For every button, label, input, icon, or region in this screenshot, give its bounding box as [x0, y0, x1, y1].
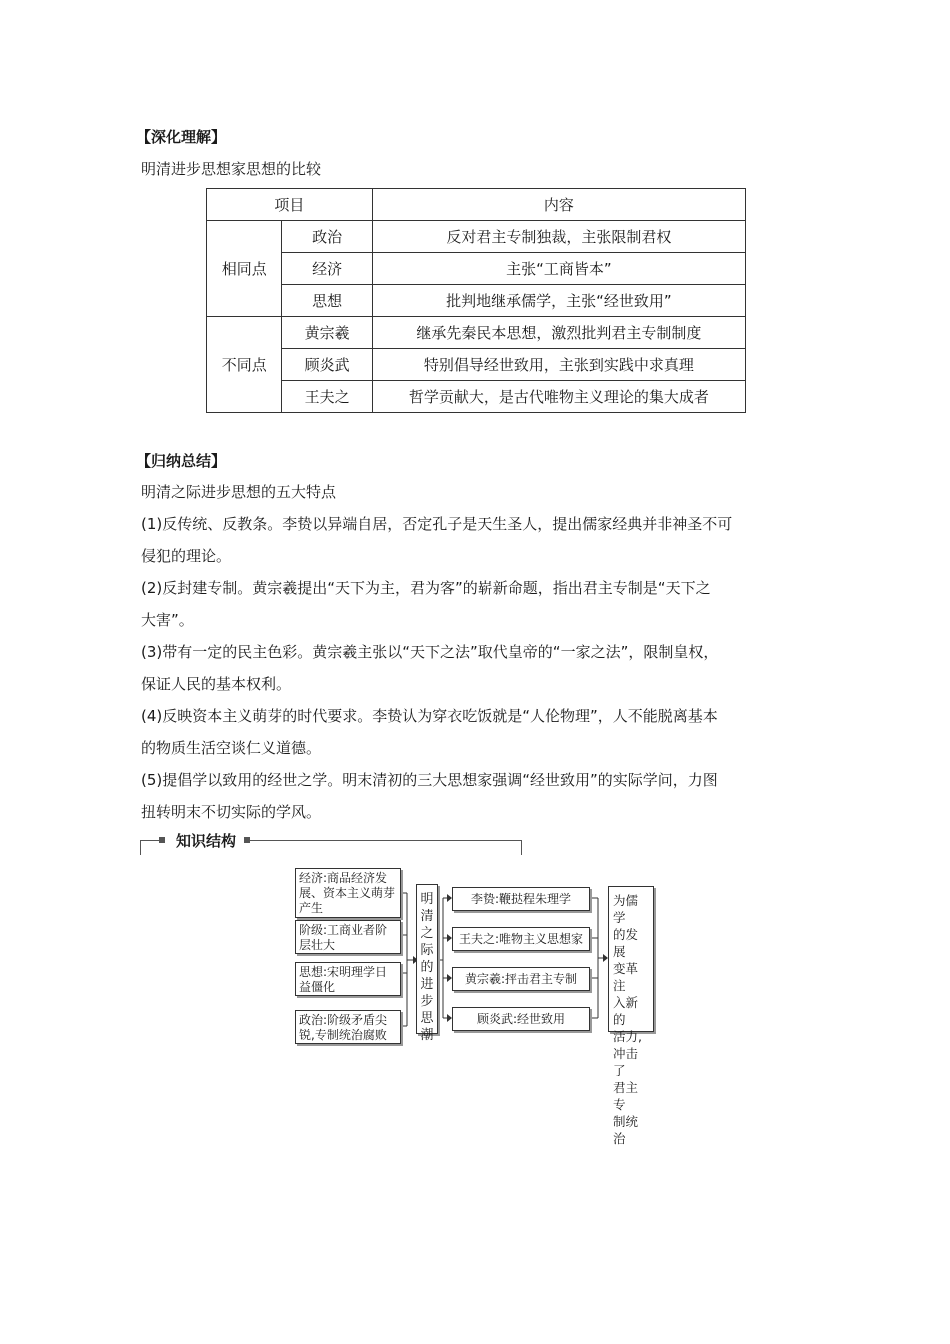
thinker-box-huang-zongxi: 黄宗羲:抨击君主专制	[452, 967, 590, 991]
row-content: 主张“工商皆本”	[372, 253, 745, 285]
center-char: 的	[420, 960, 434, 975]
center-char: 潮	[420, 1028, 434, 1043]
center-char: 明	[420, 892, 434, 907]
summary-line: 扭转明末不切实际的学风。	[141, 803, 322, 821]
center-char: 清	[420, 909, 434, 924]
header-item: 项目	[207, 189, 373, 221]
center-char: 之	[420, 926, 434, 941]
box-line: 展、资本主义萌芽	[299, 886, 396, 900]
box-line: 锐,专制统治腐败	[299, 1028, 387, 1042]
condition-thought-box	[295, 962, 401, 996]
comparison-subtitle: 明清进步思想家思想的比较	[141, 160, 322, 178]
row-item: 思想	[282, 285, 372, 317]
row-item: 王夫之	[282, 381, 372, 413]
center-char: 步	[420, 994, 434, 1009]
row-item: 经济	[282, 253, 372, 285]
row-content: 哲学贡献大，是古代唯物主义理论的集大成者	[372, 381, 745, 413]
row-content: 继承先秦民本思想，激烈批判君主专制制度	[372, 317, 745, 349]
thinker-box-gu-yanwu: 顾炎武:经世致用	[452, 1007, 590, 1031]
summary-line: 明清之际进步思想的五大特点	[141, 483, 337, 501]
box-line: 层壮大	[299, 938, 336, 952]
condition-class-box	[295, 920, 401, 954]
summary-heading: 【归纳总结】	[136, 452, 227, 470]
summary-line: (4)反映资本主义萌芽的时代要求。李贽认为穿衣吃饭就是“人伦物理”，人不能脱离基本	[141, 707, 718, 725]
center-char: 进	[420, 977, 434, 992]
row-content: 反对君主专制独裁，主张限制君权	[372, 221, 745, 253]
condition-politics-box	[295, 1010, 401, 1044]
row-item: 顾炎武	[282, 349, 372, 381]
summary-line: 的物质生活空谈仁义道德。	[141, 739, 322, 757]
thinker-box-wang-fuzhi: 王夫之:唯物主义思想家	[452, 927, 590, 951]
result-line: 入新的	[613, 995, 639, 1027]
summary-line: 大害”。	[141, 611, 194, 629]
box-line: 产生	[299, 901, 324, 915]
result-box	[608, 886, 654, 1146]
center-char: 际	[420, 943, 434, 958]
summary-line: 保证人民的基本权利。	[141, 675, 292, 693]
thinker-box-li-zhi: 李贽:鞭挞程朱理学	[452, 887, 590, 911]
same-label: 相同点	[207, 221, 282, 317]
summary-line: (3)带有一定的民主色彩。黄宗羲主张以“天下之法”取代皇帝的“一家之法”，限制皇权，	[141, 643, 719, 661]
center-char: 思	[420, 1011, 434, 1026]
row-item: 黄宗羲	[282, 317, 372, 349]
box-line: 益僵化	[299, 980, 336, 994]
deepen-heading: 【深化理解】	[136, 128, 227, 146]
result-line: 制统治	[613, 1114, 639, 1146]
knowledge-title: 知识结构	[172, 830, 240, 851]
row-item: 政治	[282, 221, 372, 253]
result-line: 活力,	[613, 1029, 642, 1044]
box-line: 经济:商品经济发	[299, 871, 388, 885]
summary-line: (2)反封建专制。黄宗羲提出“天下为主，君为客”的崭新命题，指出君主专制是“天下之	[141, 579, 711, 597]
header-content: 内容	[372, 189, 745, 221]
result-line: 的发展	[613, 927, 639, 959]
row-content: 批判地继承儒学，主张“经世致用”	[372, 285, 745, 317]
result-line: 变革注	[613, 961, 639, 993]
summary-line: (5)提倡学以致用的经世之学。明末清初的三大思想家强调“经世致用”的实际学问，力图	[141, 771, 718, 789]
result-line: 为儒学	[613, 893, 639, 925]
summary-line: (1)反传统、反教条。李贽以异端自居，否定孔子是天生圣人，提出儒家经典并非神圣不可	[141, 515, 733, 533]
box-line: 思想:宋明理学日	[299, 965, 388, 979]
condition-economy-box	[295, 868, 401, 918]
result-line: 君主专	[613, 1080, 639, 1112]
summary-line: 侵犯的理论。	[141, 547, 232, 565]
center-thought-box	[416, 884, 438, 1043]
row-content: 特别倡导经世致用，主张到实践中求真理	[372, 349, 745, 381]
box-line: 政治:阶级矛盾尖	[299, 1013, 388, 1027]
result-line: 冲击了	[613, 1046, 639, 1078]
box-line: 阶级:工商业者阶	[299, 923, 388, 937]
diff-label: 不同点	[207, 317, 282, 413]
